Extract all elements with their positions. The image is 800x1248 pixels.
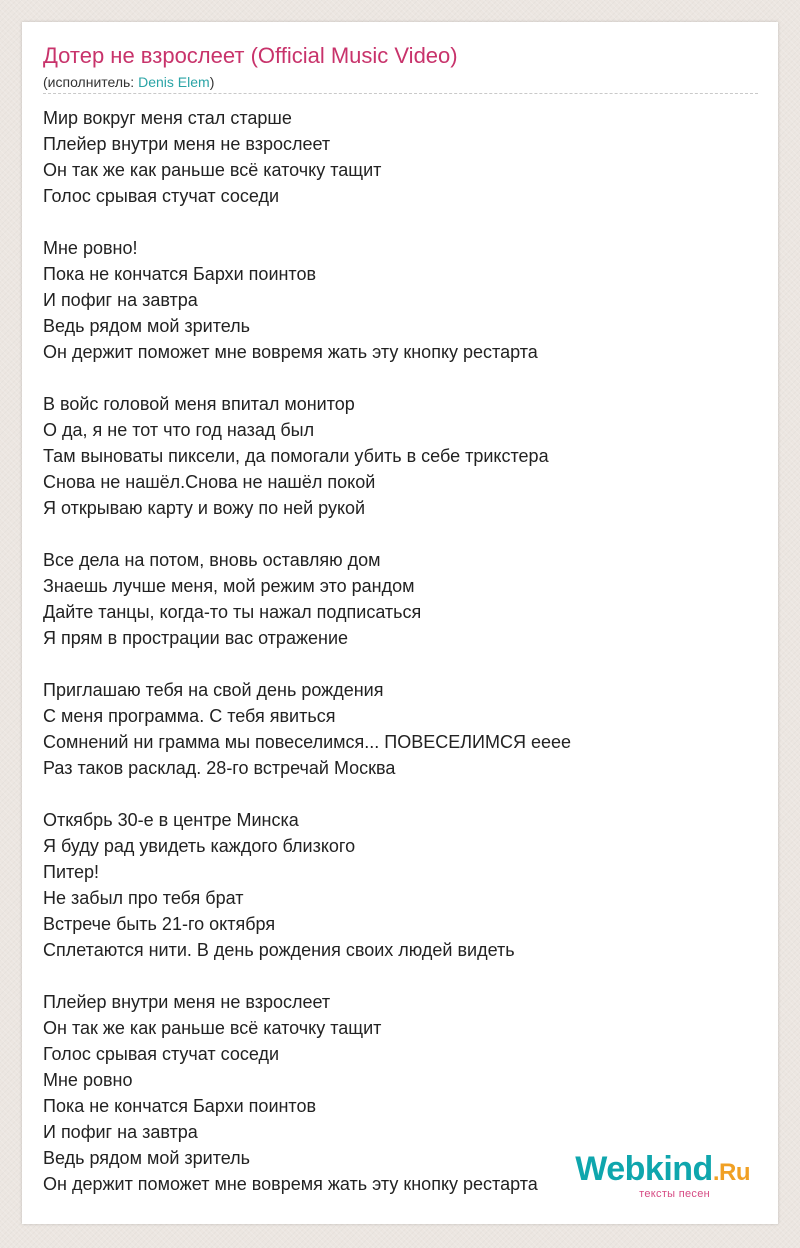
lyric-line: Мир вокруг меня стал старше — [43, 108, 292, 128]
lyric-line: Он так же как раньше всё каточку тащит — [43, 1018, 382, 1038]
logo-tagline: тексты песен — [639, 1188, 710, 1200]
lyrics-body — [43, 105, 758, 1197]
lyric-line: Дайте танцы, когда-то ты нажал подписаться — [43, 602, 422, 622]
lyric-line: Приглашаю тебя на свой день рождения — [43, 680, 384, 700]
artist-line — [43, 73, 214, 91]
lyric-line: Он держит поможет мне вовремя жать эту кнопку рестарта — [43, 342, 538, 362]
lyric-line: Мне ровно! — [43, 238, 138, 258]
logo-name: Webkind — [575, 1150, 713, 1188]
lyric-line: Сомнений ни грамма мы повеселимся... ПОВЕСЕЛИМСЯ ееее — [43, 732, 572, 752]
lyric-line: Я прям в прострации вас отражение — [43, 628, 349, 648]
lyric-line: О да, я не тот что год назад был — [43, 420, 315, 440]
lyric-line: Сплетаются нити. В день рождения своих людей видеть — [43, 940, 515, 960]
lyric-line: Плейер внутри меня не взрослеет — [43, 992, 331, 1012]
stanza-gap — [43, 781, 758, 807]
lyric-line: Знаешь лучше меня, мой режим это рандом — [43, 576, 415, 596]
lyric-line: Голос срывая стучат соседи — [43, 186, 280, 206]
lyric-line: В войс головой меня впитал монитор — [43, 394, 355, 414]
lyric-line: Голос срывая стучат соседи — [43, 1044, 280, 1064]
lyric-line: Питер! — [43, 862, 100, 882]
lyric-line: Я открываю карту и вожу по ней рукой — [43, 498, 366, 518]
lyric-line: Все дела на потом, вновь оставляю дом — [43, 550, 381, 570]
stanza-gap — [43, 209, 758, 235]
lyric-line: Ведь рядом мой зритель — [43, 1148, 251, 1168]
lyric-line: Встрече быть 21-го октября — [43, 914, 276, 934]
stanza-gap — [43, 521, 758, 547]
lyric-line: Ведь рядом мой зритель — [43, 316, 251, 336]
lyric-line: Плейер внутри меня не взрослеет — [43, 134, 331, 154]
logo-tld: .Ru — [712, 1159, 750, 1186]
artist-prefix: (исполнитель: — [43, 74, 139, 90]
song-title: Дотер не взрослеет (Official Music Video) — [43, 43, 458, 68]
lyric-line: Откябрь 30-е в центре Минска — [43, 810, 299, 830]
lyric-line: Раз таков расклад. 28-го встречай Москва — [43, 758, 396, 778]
lyric-line: Он держит поможет мне вовремя жать эту кнопку рестарта — [43, 1174, 538, 1194]
artist-suffix: ) — [209, 74, 215, 90]
lyric-line: Мне ровно — [43, 1070, 133, 1090]
lyric-line: Там выноваты пиксели, да помогали убить в себе трикстера — [43, 446, 549, 466]
artist-link[interactable]: Denis Elem — [138, 74, 210, 90]
stanza-gap — [43, 651, 758, 677]
lyric-line: Снова не нашёл.Снова не нашёл покой — [43, 472, 376, 492]
title-divider — [43, 93, 758, 94]
lyric-line: Он так же как раньше всё каточку тащит — [43, 160, 382, 180]
stanza-gap — [43, 365, 758, 391]
stanza-gap — [43, 963, 758, 989]
lyric-line: Не забыл про тебя брат — [43, 888, 244, 908]
lyrics-card — [22, 22, 778, 1224]
site-logo[interactable] — [575, 1152, 750, 1200]
lyric-line: С меня программа. С тебя явиться — [43, 706, 336, 726]
lyric-line: И пофиг на завтра — [43, 1122, 198, 1142]
lyric-line: Пока не кончатся Бархи поинтов — [43, 1096, 317, 1116]
lyric-line: И пофиг на завтра — [43, 290, 198, 310]
lyric-line: Я буду рад увидеть каждого близкого — [43, 836, 356, 856]
lyric-line: Пока не кончатся Бархи поинтов — [43, 264, 317, 284]
